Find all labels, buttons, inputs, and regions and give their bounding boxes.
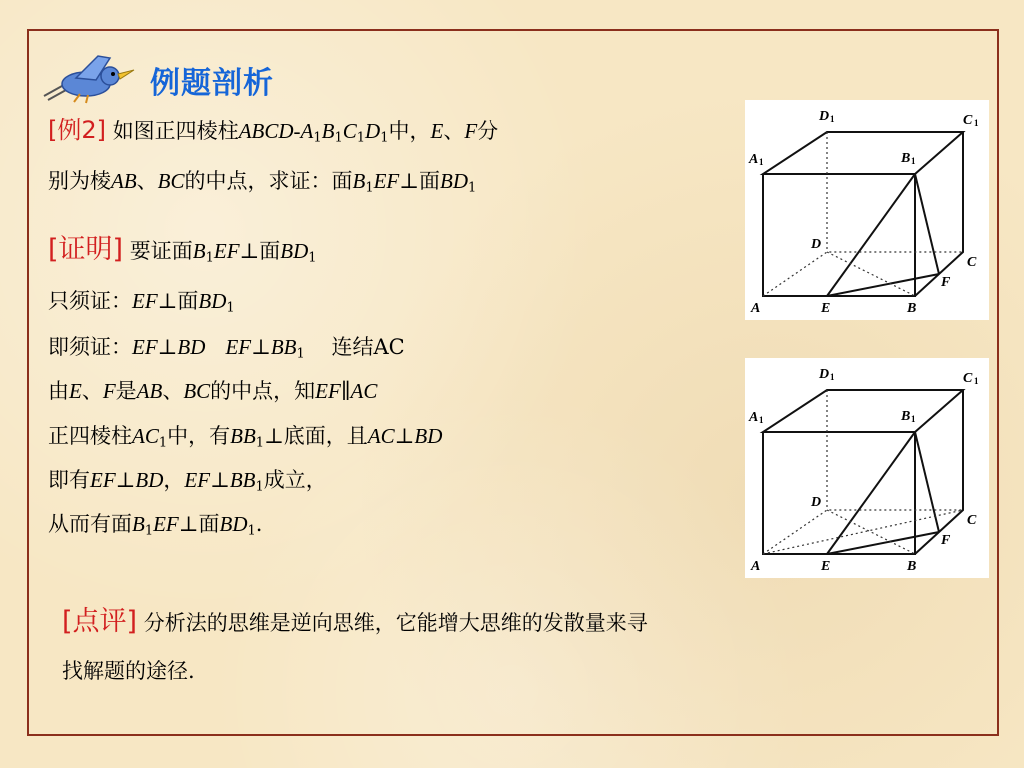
svg-text:C: C xyxy=(963,113,973,128)
proof-line-7: 从而有面$B_1EF\perp$面$BD_1$. xyxy=(48,512,263,539)
svg-text:D: D xyxy=(819,367,830,382)
svg-text:B: B xyxy=(901,409,911,424)
svg-text:B: B xyxy=(901,151,911,166)
svg-text:B: B xyxy=(907,559,917,574)
proof-line-6: 即有EF⊥BD，$EF\perp BB_1$成立， xyxy=(48,468,327,495)
svg-text:A: A xyxy=(749,152,759,167)
svg-text:1: 1 xyxy=(830,372,835,382)
review-tag: [点评] xyxy=(62,606,138,637)
svg-text:A: A xyxy=(749,410,759,425)
svg-text:C: C xyxy=(967,513,977,528)
svg-text:D: D xyxy=(811,495,822,510)
svg-text:1: 1 xyxy=(830,114,835,124)
svg-text:1: 1 xyxy=(911,156,916,166)
svg-text:E: E xyxy=(821,559,831,574)
proof-line-4: 由E、F是AB、BC的中点，知EF∥AC xyxy=(48,379,378,403)
prism-figure-top xyxy=(745,100,989,320)
proof-line-1: [证明] 要证面$B_1EF\perp$面$BD_1$ xyxy=(48,234,317,266)
svg-text:C: C xyxy=(963,371,973,386)
svg-text:A: A xyxy=(751,559,761,574)
svg-text:1: 1 xyxy=(759,415,764,425)
svg-text:B: B xyxy=(907,301,917,316)
example-line-1: [例2] 如图正四棱柱ABCD-$A_1B_1C_1D_1$中，E、F分 xyxy=(48,116,499,146)
review-line-2: 找解题的途径. xyxy=(62,659,195,683)
proof-line-5: 正四棱柱$AC_1$中，有$BB_1\perp$底面，且AC⊥BD xyxy=(48,424,443,451)
svg-text:E: E xyxy=(821,301,831,316)
svg-text:1: 1 xyxy=(911,414,916,424)
example-tag: [例2] xyxy=(48,116,106,144)
proof-line-2: 只须证：EF⊥面$BD_1$ xyxy=(48,289,235,316)
prism-figure-bottom xyxy=(745,358,989,578)
svg-text:F: F xyxy=(941,533,951,548)
svg-text:A: A xyxy=(751,301,761,316)
bird-icon xyxy=(40,52,136,104)
svg-text:C: C xyxy=(967,255,977,270)
label-D1: D xyxy=(819,109,830,124)
svg-text:1: 1 xyxy=(974,376,979,386)
example-line-2: 别为棱AB、BC的中点，求证：面$B_1EF\perp$面$BD_1$ xyxy=(48,169,477,196)
svg-text:1: 1 xyxy=(974,118,979,128)
svg-text:D: D xyxy=(811,237,822,252)
proof-line-3: 即须证：EF⊥BD $EF\perp BB_1$ 连结AC xyxy=(48,335,405,362)
review-line-1: [点评] 分析法的思维是逆向思维，它能增大思维的发散量来寻 xyxy=(62,606,648,637)
svg-text:1: 1 xyxy=(759,157,764,167)
proof-tag: [证明] xyxy=(48,234,124,265)
svg-text:F: F xyxy=(941,275,951,290)
page-title: 例题剖析 xyxy=(150,66,274,101)
